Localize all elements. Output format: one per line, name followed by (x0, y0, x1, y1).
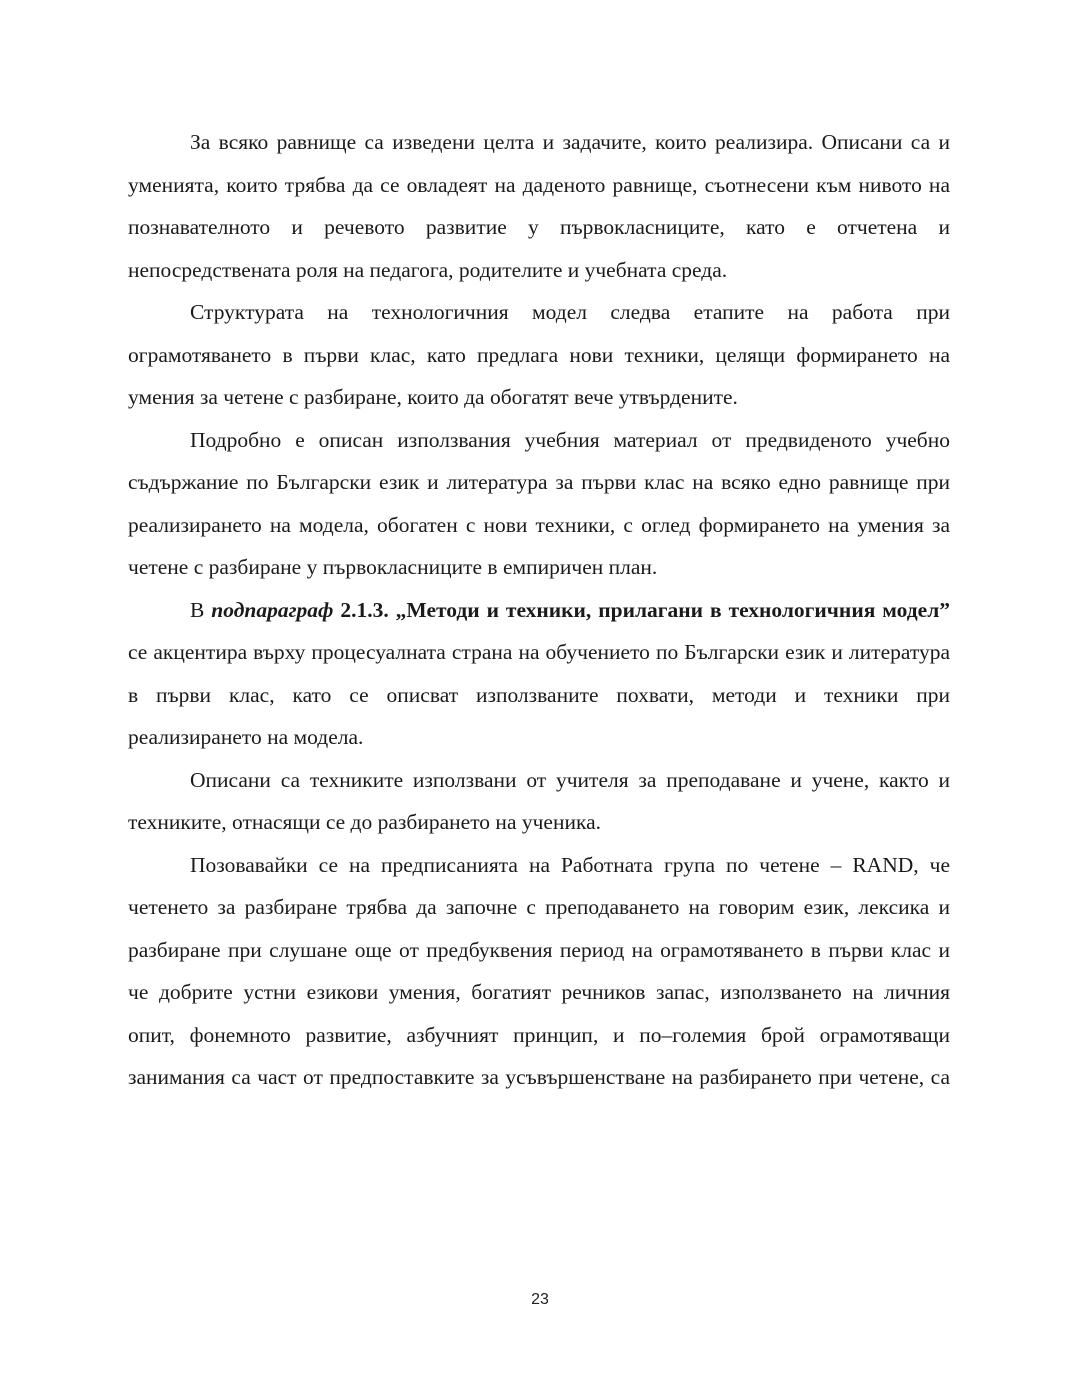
page-number: 23 (531, 1291, 549, 1308)
subparagraph-label: подпараграф (211, 597, 334, 622)
paragraph-3: Подробно е описан използвания учебния материал от предвиденото учебно съдържание по Български език и литература за първи клас на всяко едно равнище при реализирането на модела, обогатен с нови техники, с оглед формирането на умения за четене с разбиране у първокласниците в емпиричен план. (128, 427, 950, 579)
paragraph-4 (128, 589, 950, 759)
document-body (128, 121, 950, 1099)
paragraph-1: За всяко равнище са изведени целта и задачите, които реализира. Описани са и уменията, които трябва да се овладеят на даденото равнище, съотнесени към нивото на познавателното и речевото развитие у първокласниците, като е отчетена и непосредствената роля на педагога, родителите и учебната среда. (128, 130, 950, 282)
paragraph-4-suffix: се акцентира върху процесуалната страна на обучението по Български език и литература в първи клас, като се описват използваните похвати, методи и техники при реализирането на модела. (128, 640, 950, 749)
paragraph-4-prefix: В (190, 597, 212, 622)
paragraph-5: Описани са техниките използвани от учителя за преподаване и учене, както и техниките, отнасящи се до разбирането на ученика. (128, 767, 950, 834)
paragraph-2: Структурата на технологичния модел следва етапите на работа при ограмотяването в първи клас, като предлага нови техники, целящи формирането на умения за четене с разбиране, които да обогатят вече утвърдените. (128, 300, 950, 409)
subparagraph-title: 2.1.3. „Методи и техники, прилагани в технологичния модел” (333, 597, 951, 622)
paragraph-6: Позовавайки се на предписанията на Работната група по четене – RAND, че четенето за разбиране трябва да започне с преподаването на говорим език, лексика и разбиране при слушане още от предбуквения период на ограмотяването в първи клас и че добрите устни езикови умения, богатият речников запас, използването на личния опит, фонемното развитие, азбучният принцип, и по–големия брой ограмотяващи занимания са част от предпоставките за усъвършенстване на разбирането при четене, са (128, 852, 950, 1089)
